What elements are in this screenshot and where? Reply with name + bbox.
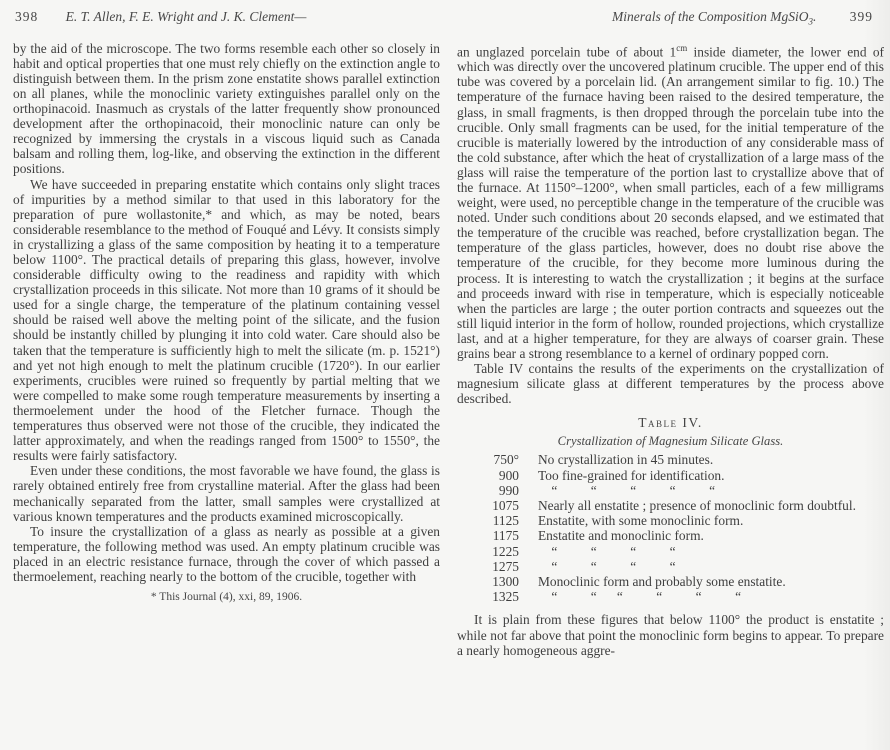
temperature-cell: 1175 [492, 528, 519, 544]
temperature-cell: 1325 [492, 589, 519, 605]
table-row [471, 468, 884, 483]
result-cell: Enstatite, with some monoclinic form. [538, 513, 744, 529]
right-column [457, 41, 884, 658]
result-cell: “ “ “ “ [538, 558, 676, 574]
two-column-body [13, 40, 884, 658]
running-head-right [612, 9, 879, 27]
table-row [471, 574, 884, 589]
paragraph: by the aid of the microscope. The two forms resemble each other so closely in habit and optical properties that one must rely chiefly on the extinction angle to distinguish between them. In the prism zone enstatite shows parallel extinction on all planes, while the monoclinic variety extinguishes parallel only on the orthopinacoid. Inasmuch as crystals of the latter frequently show pronounced development after the orthopinacoid, their monoclinic nature can only be recognized by immersing the crystals in a viscous liquid such as Canada balsam and rolling them, log-like, and observing the extinction in the different positions. [13, 40, 440, 177]
temperature-cell: 990 [498, 482, 519, 498]
temperature-cell: 750° [493, 452, 519, 468]
left-column [13, 41, 440, 658]
table-row [471, 559, 884, 574]
footnote: * This Journal (4), xxi, 89, 1906. [150, 591, 303, 604]
table-row [471, 498, 884, 513]
temperature-cell: 900 [498, 467, 519, 483]
paragraph: It is plain from these figures that below 1100° the product is enstatite ; while not far above that point the monoclinic form begins to appear. To prepare a nearly homogeneous aggre- [457, 612, 884, 658]
temperature-cell: 1125 [492, 513, 519, 529]
running-title-right: Minerals of the Composition MgSiO$_3$. [612, 9, 817, 27]
paragraph: an unglazed porcelain tube of about $1^{cm}$ inside diameter, the lower end of which was directly over the uncovered platinum crucible. The upper end of this tube was covered by a porcelain lid. (An arrangement similar to fig. 10.) The temperature of the furnace having been raised to the desired temperature, the glass, in small fragments, is then dropped through the porcelain tube into the crucible. Only small fragments can be used, for the initial temperature of the crucible is materially lowered by the introduction of any considerable mass of the cold substance, after which the heat of crystallization of a large mass of the glass will raise the temperature of the portion last to crystallize above that of the furnace. At 1150°–1200°, when small particles, each of a few milligrams weight, were used, no perceptible change in the temperature of the crucible was noted. Under such conditions about 20 seconds elapsed, and we estimated that the temperature of the crucible was reached, before crystallization began. The temperature of the glass particles, however, does no doubt rise above the temperature of the crucible, for they become more luminous during the process. It is interesting to watch the crystallization ; it begins at the surface and proceeds inward with rise in temperature, which is especially noticeable when the particles are large ; the outer portion contracts and squeezes out the still liquid interior in the form of hollow, rounded projections, which crystallize last, and at a higher temperature, for they are always of coarser grain. These grains bear a strong resemblance to a kernel of ordinary popped corn. [457, 42, 884, 362]
table-row [471, 483, 884, 498]
table-caption: Crystallization of Magnesium Silicate Glass. [557, 434, 784, 449]
result-cell: Monoclinic form and probably some enstatite. [538, 574, 786, 590]
paragraph: Table IV contains the results of the experiments on the crystallization of magnesium silicate glass at different temperatures by the process above described. [457, 361, 884, 407]
result-cell: Nearly all enstatite ; presence of monoclinic form doubtful. [538, 498, 856, 514]
crystallization-table [471, 452, 884, 604]
result-cell: Enstatite and monoclinic form. [538, 528, 704, 544]
temperature-cell: 1075 [492, 498, 519, 514]
page-number-right: 399 [849, 9, 873, 24]
table-row [471, 589, 884, 604]
result-cell: “ “ “ “ [538, 543, 676, 559]
running-title-left: E. T. Allen, F. E. Wright and J. K. Clement— [65, 9, 307, 24]
paragraph: We have succeeded in preparing enstatite which contains only slight traces of impurities by a method similar to that used in this laboratory for the preparation of pure wollastonite,* and which, as may be noted, bears considerable resemblance to the method of Fouqué and Lévy. It consists simply in crystallizing a glass of the same composition by heating it to a temperature below 1100°. The practical details of preparing this glass, however, involve considerable difficulty owing to the readiness and rapidity with which crystallization proceeds in this silicate. Not more than 10 grams of it should be used for a single charge, the temperature of the platinum containing vessel should be raised well above the melting point of the silicate, and the fusion should be instantly chilled by plunging it into cold water. Care should also be taken that the temperature is sufficiently high to melt the silicate (m. p. 1521°) and yet not high enough to melt the platinum crucible (1720°). In our earlier experiments, crucibles were ruined so frequently by partial melting that we were compelled to make some rough temperature measurements by inserting a thermoelement under the hood of the Fletcher furnace. Though the temperatures thus observed were not those of the crucible, they indicated the latter approximately, and when the readings ranged from 1500° to 1550°, the results were fairly satisfactory. [13, 176, 440, 464]
table-row [471, 544, 884, 559]
paragraph: Even under these conditions, the most favorable we have found, the glass is rarely obtained entirely free from crystalline material. After the glass had been mechanically separated from the latter, small samples were crystallized at various known temperatures and the products examined microscopically. [13, 463, 440, 524]
result-cell: No crystallization in 45 minutes. [538, 452, 714, 468]
table-row [471, 513, 884, 528]
paragraph: To insure the crystallization of a glass as nearly as possible at a given temperature, the following method was used. An empty platinum crucible was placed in an electric resistance furnace, through the cover of which passed a thermoelement, reaching nearly to the bottom of the crucible, together with [13, 523, 440, 584]
temperature-cell: 1300 [492, 574, 519, 590]
result-cell: “ “ “ “ “ “ [538, 589, 742, 605]
table-heading: Table IV. [638, 415, 703, 431]
running-head-left [15, 9, 306, 25]
page-number-left: 398 [15, 9, 39, 24]
page-header [13, 9, 881, 27]
table-row [471, 528, 884, 543]
temperature-cell: 1225 [492, 543, 519, 559]
table-row [471, 452, 884, 467]
result-cell: Too fine-grained for identification. [538, 467, 725, 483]
result-cell: “ “ “ “ “ [538, 482, 716, 498]
temperature-cell: 1275 [492, 558, 519, 574]
